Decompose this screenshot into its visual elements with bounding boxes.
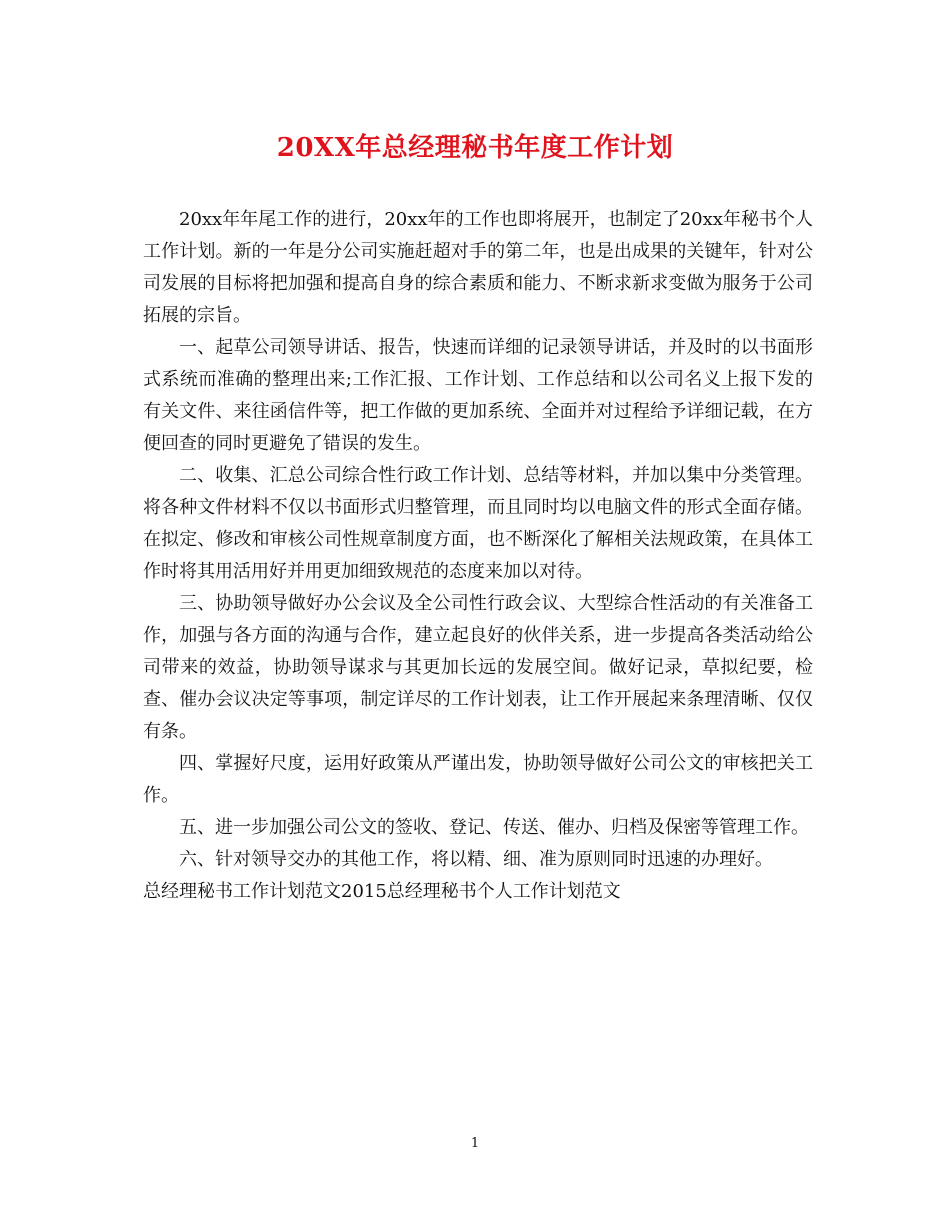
paragraph-item-1: 一、起草公司领导讲话、报告，快速而详细的记录领导讲话，并及时的以书面形式系统而准确的整理出来;工作汇报、工作计划、工作总结和以公司名义上报下发的有关文件、来往函信件等，把工作做的更加系统、全面并对过程给予详细记载，在方便回查的同时更避免了错误的发生。: [143, 337, 813, 454]
paragraph-item-6: 六、针对领导交办的其他工作，将以精、细、准为原则同时迅速的办理好。: [179, 849, 773, 870]
paragraph-item-5: 五、进一步加强公司公文的签收、登记、传送、催办、归档及保密等管理工作。: [179, 817, 809, 838]
document-body: [143, 204, 813, 908]
related-articles-line: 总经理秘书工作计划范文2015总经理秘书个人工作计划范文: [143, 881, 621, 902]
paragraph-intro: 20xx年年尾工作的进行，20xx年的工作也即将展开，也制定了20xx年秘书个人工作计划。新的一年是分公司实施赶超对手的第二年，也是出成果的关键年，针对公司发展的目标将把加强和提高自身的综合素质和能力、不断求新求变做为服务于公司拓展的宗旨。: [143, 209, 813, 326]
page-number: 1: [470, 1136, 480, 1151]
paragraph-item-3: 三、协助领导做好办公会议及全公司性行政会议、大型综合性活动的有关准备工作，加强与各方面的沟通与合作，建立起良好的伙伴关系，进一步提高各类活动给公司带来的效益，协助领导谋求与其更加长远的发展空间。做好记录，草拟纪要，检查、催办会议决定等事项，制定详尽的工作计划表，让工作开展起来条理清晰、仅仅有条。: [143, 593, 813, 742]
document-title: 20XX年总经理秘书年度工作计划: [276, 133, 674, 163]
paragraph-item-2: 二、收集、汇总公司综合性行政工作计划、总结等材料，并加以集中分类管理。将各种文件材料不仅以书面形式归整管理，而且同时均以电脑文件的形式全面存储。在拟定、修改和审核公司性规章制度方面，也不断深化了解相关法规政策，在具体工作时将其用活用好并用更加细致规范的态度来加以对待。: [143, 465, 813, 582]
paragraph-item-4: 四、掌握好尺度，运用好政策从严谨出发，协助领导做好公司公文的审核把关工作。: [143, 753, 813, 806]
